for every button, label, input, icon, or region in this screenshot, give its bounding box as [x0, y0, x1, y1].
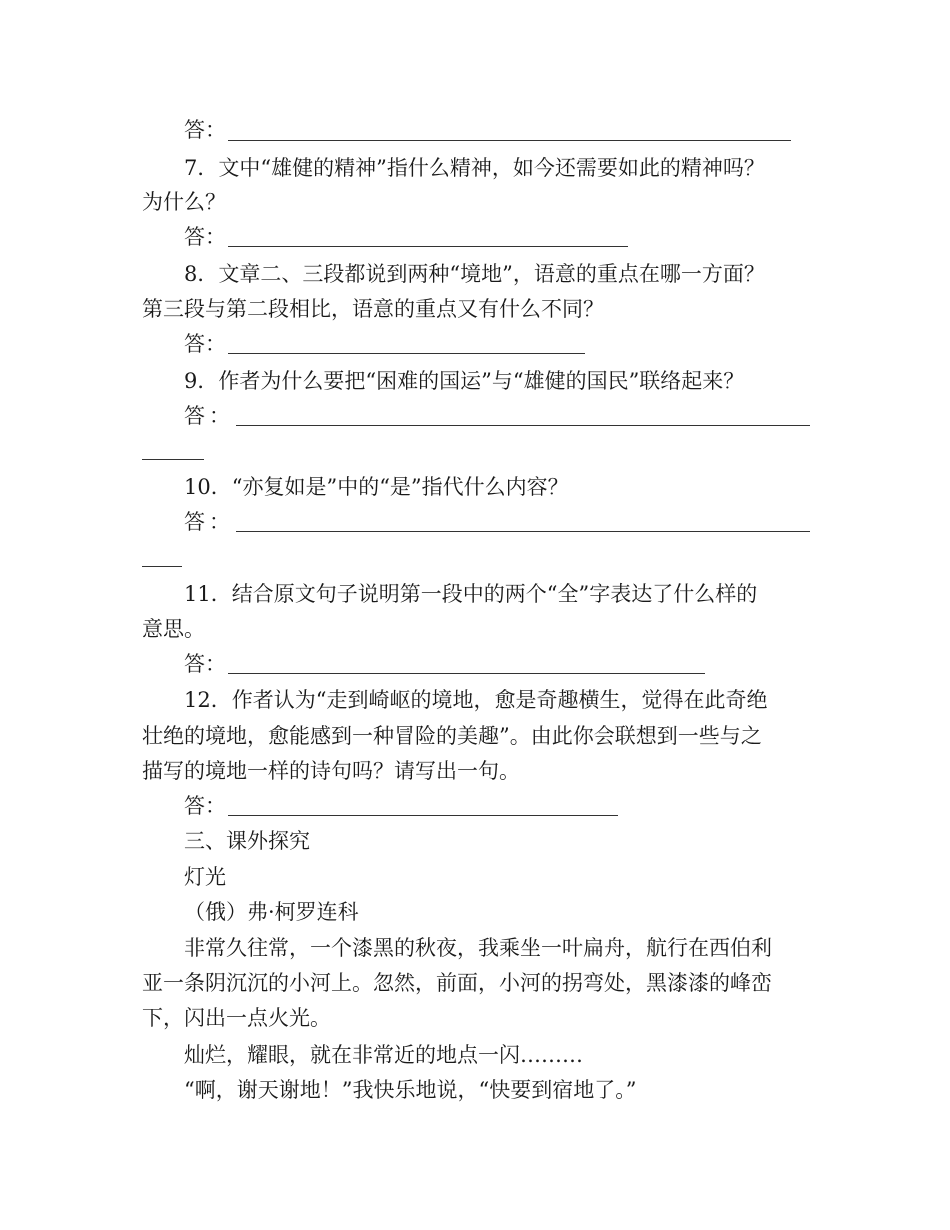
answer-blank[interactable]	[228, 140, 791, 141]
story-paragraph-3: “啊，谢天谢地！”我快乐地说，“快要到宿地了。”	[184, 1078, 637, 1102]
answer-blank[interactable]	[236, 531, 810, 532]
question-7-line-2: 为什么？	[142, 190, 226, 214]
answer-label: 答：	[184, 652, 226, 676]
story-title: 灯光	[184, 865, 226, 889]
answer-blank[interactable]	[228, 673, 705, 674]
story-paragraph-1-line-2: 亚一条阴沉沉的小河上。忽然，前面，小河的拐弯处，黑漆漆的峰峦	[142, 971, 772, 995]
answer-label: 答：	[184, 510, 234, 534]
question-11-line-2: 意思。	[142, 617, 205, 641]
answer-blank[interactable]	[228, 815, 618, 816]
question-8-line-1: 8．文章二、三段都说到两种“境地”，语意的重点在哪一方面？	[184, 262, 765, 286]
story-paragraph-2: 灿烂，耀眼，就在非常近的地点一闪………	[184, 1043, 583, 1067]
story-paragraph-1-line-3: 下，闪出一点火光。	[142, 1006, 331, 1030]
answer-blank-continued[interactable]	[142, 566, 182, 567]
story-author: （俄）弗·柯罗连科	[184, 900, 359, 924]
question-7-line-1: 7．文中“雄健的精神”指什么精神，如今还需要如此的精神吗？	[184, 156, 765, 180]
answer-blank[interactable]	[236, 425, 810, 426]
question-9-line-1: 9．作者为什么要把“困难的国运”与“雄健的国民”联络起来？	[184, 369, 745, 393]
question-12-line-1: 12．作者认为“走到崎岖的境地，愈是奇趣横生，觉得在此奇绝	[184, 688, 768, 712]
section-heading: 三、课外探究	[184, 829, 310, 853]
answer-blank[interactable]	[228, 246, 628, 247]
story-paragraph-1-line-1: 非常久往常，一个漆黑的秋夜，我乘坐一叶扁舟，航行在西伯利	[184, 936, 772, 960]
question-11-line-1: 11．结合原文句子说明第一段中的两个“全”字表达了什么样的	[184, 582, 758, 606]
answer-label: 答：	[184, 332, 226, 356]
question-12-line-3: 描写的境地一样的诗句吗？请写出一句。	[142, 759, 520, 783]
answer-label: 答：	[184, 794, 226, 818]
answer-label: 答：	[184, 225, 226, 249]
answer-blank-continued[interactable]	[142, 459, 204, 460]
question-12-line-2: 壮绝的境地，愈能感到一种冒险的美趣”。由此你会联想到一些与之	[142, 724, 762, 748]
question-10-line-1: 10．“亦复如是”中的“是”指代什么内容？	[184, 475, 569, 499]
answer-label: 答：	[184, 118, 226, 142]
answer-label: 答：	[184, 404, 234, 428]
answer-blank[interactable]	[228, 353, 585, 354]
question-8-line-2: 第三段与第二段相比，语意的重点又有什么不同？	[142, 297, 604, 321]
